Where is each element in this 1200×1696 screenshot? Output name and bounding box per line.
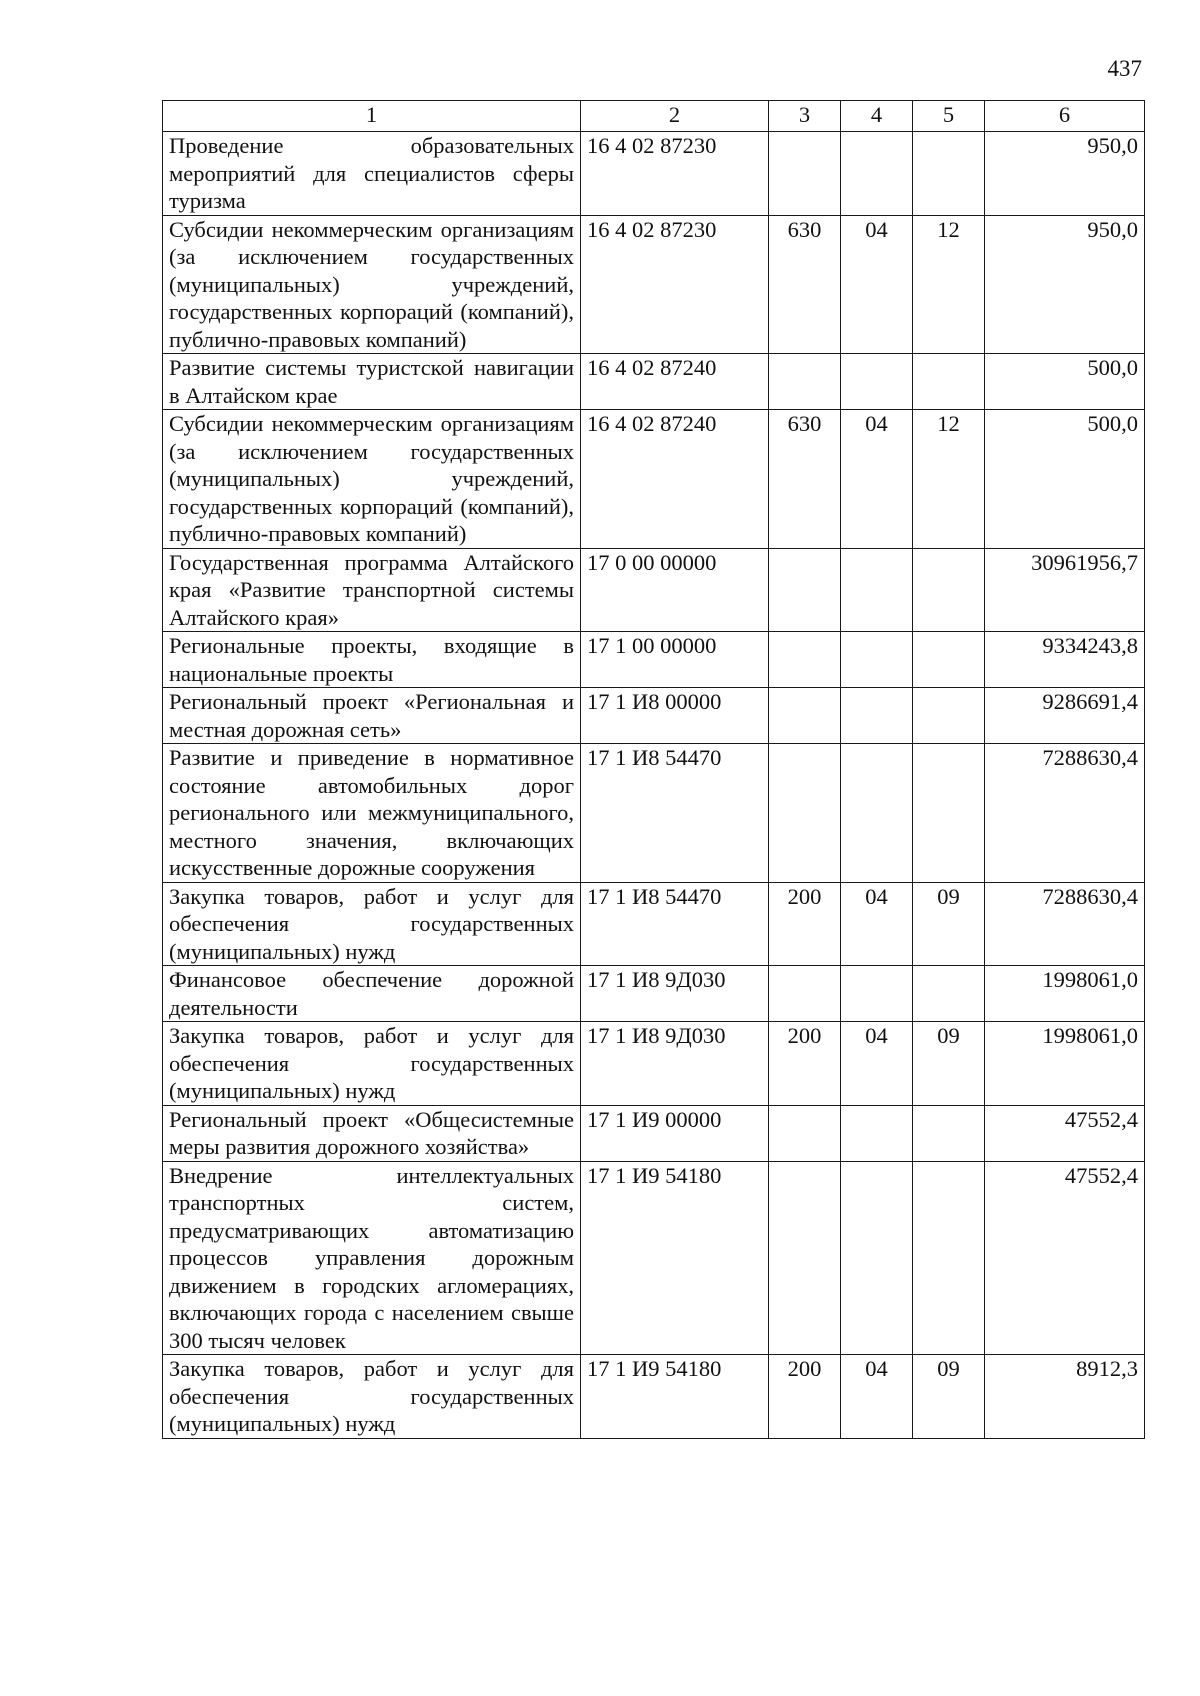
row-name-cell: Субсидии некоммерческим организациям (за исключением государственных (муниципальных) учреждений, государственных корпораций (компаний), публично-правовых компаний) bbox=[163, 215, 581, 354]
header-col-3: 3 bbox=[769, 101, 841, 132]
row-code-cell: 17 1 И8 9Д030 bbox=[581, 1022, 769, 1106]
row-code-cell: 17 1 И9 54180 bbox=[581, 1355, 769, 1439]
row-name-cell: Развитие системы туристской навигации в Алтайском крае bbox=[163, 354, 581, 410]
row-sum-cell: 7288630,4 bbox=[985, 882, 1145, 966]
row-code-cell: 16 4 02 87240 bbox=[581, 410, 769, 549]
row-code-cell: 17 1 И8 9Д030 bbox=[581, 966, 769, 1022]
row-col3-cell: 200 bbox=[769, 1022, 841, 1106]
table-row bbox=[163, 1355, 1145, 1439]
table-row bbox=[163, 354, 1145, 410]
row-sum-cell: 9334243,8 bbox=[985, 632, 1145, 688]
row-code-cell: 17 1 И8 54470 bbox=[581, 882, 769, 966]
row-col4-cell bbox=[841, 1161, 913, 1355]
row-col3-cell bbox=[769, 632, 841, 688]
row-code-cell: 16 4 02 87240 bbox=[581, 354, 769, 410]
row-code-cell: 17 1 00 00000 bbox=[581, 632, 769, 688]
row-code-cell: 16 4 02 87230 bbox=[581, 132, 769, 216]
header-col-5: 5 bbox=[913, 101, 985, 132]
row-col3-cell: 630 bbox=[769, 215, 841, 354]
row-col4-cell: 04 bbox=[841, 410, 913, 549]
row-col5-cell: 09 bbox=[913, 1355, 985, 1439]
row-name-cell: Государственная программа Алтайского края «Развитие транспортной системы Алтайского края» bbox=[163, 548, 581, 632]
row-col5-cell: 12 bbox=[913, 215, 985, 354]
row-col4-cell bbox=[841, 744, 913, 883]
row-col3-cell bbox=[769, 132, 841, 216]
row-sum-cell: 9286691,4 bbox=[985, 688, 1145, 744]
row-sum-cell: 500,0 bbox=[985, 410, 1145, 549]
row-col5-cell bbox=[913, 688, 985, 744]
table-row bbox=[163, 215, 1145, 354]
row-sum-cell: 7288630,4 bbox=[985, 744, 1145, 883]
row-col3-cell bbox=[769, 688, 841, 744]
row-sum-cell: 47552,4 bbox=[985, 1105, 1145, 1161]
row-col3-cell bbox=[769, 1161, 841, 1355]
row-sum-cell: 8912,3 bbox=[985, 1355, 1145, 1439]
row-col3-cell bbox=[769, 966, 841, 1022]
table-row bbox=[163, 132, 1145, 216]
row-col3-cell bbox=[769, 354, 841, 410]
header-col-6: 6 bbox=[985, 101, 1145, 132]
row-sum-cell: 1998061,0 bbox=[985, 1022, 1145, 1106]
row-col5-cell bbox=[913, 1161, 985, 1355]
header-row bbox=[163, 101, 1145, 132]
row-code-cell: 16 4 02 87230 bbox=[581, 215, 769, 354]
page-number: 437 bbox=[1107, 56, 1142, 81]
table-row bbox=[163, 744, 1145, 883]
row-code-cell: 17 0 00 00000 bbox=[581, 548, 769, 632]
row-col3-cell: 200 bbox=[769, 1355, 841, 1439]
table-row bbox=[163, 548, 1145, 632]
budget-table bbox=[162, 100, 1145, 1439]
row-name-cell: Проведение образовательных мероприятий для специалистов сферы туризма bbox=[163, 132, 581, 216]
row-col4-cell bbox=[841, 632, 913, 688]
row-col4-cell bbox=[841, 688, 913, 744]
header-col-4: 4 bbox=[841, 101, 913, 132]
row-col5-cell bbox=[913, 1105, 985, 1161]
row-col5-cell bbox=[913, 966, 985, 1022]
row-col5-cell bbox=[913, 548, 985, 632]
header-col-1: 1 bbox=[163, 101, 581, 132]
row-name-cell: Внедрение интеллектуальных транспортных систем, предусматривающих автоматизацию процессов управления дорожным движением в городских агломерациях, включающих города с населением свыше 300 тысяч человек bbox=[163, 1161, 581, 1355]
row-col3-cell: 200 bbox=[769, 882, 841, 966]
row-name-cell: Региональный проект «Общесистемные меры развития дорожного хозяйства» bbox=[163, 1105, 581, 1161]
table-row bbox=[163, 1022, 1145, 1106]
table-body bbox=[163, 132, 1145, 1439]
row-code-cell: 17 1 И9 54180 bbox=[581, 1161, 769, 1355]
row-code-cell: 17 1 И8 54470 bbox=[581, 744, 769, 883]
table-row bbox=[163, 632, 1145, 688]
row-code-cell: 17 1 И9 00000 bbox=[581, 1105, 769, 1161]
row-col5-cell: 09 bbox=[913, 1022, 985, 1106]
row-col4-cell bbox=[841, 548, 913, 632]
table-row bbox=[163, 1105, 1145, 1161]
row-sum-cell: 500,0 bbox=[985, 354, 1145, 410]
row-col5-cell bbox=[913, 744, 985, 883]
row-sum-cell: 950,0 bbox=[985, 132, 1145, 216]
row-col3-cell bbox=[769, 548, 841, 632]
row-col4-cell: 04 bbox=[841, 882, 913, 966]
row-col5-cell bbox=[913, 132, 985, 216]
row-col3-cell bbox=[769, 1105, 841, 1161]
row-sum-cell: 47552,4 bbox=[985, 1161, 1145, 1355]
row-col3-cell: 630 bbox=[769, 410, 841, 549]
row-sum-cell: 1998061,0 bbox=[985, 966, 1145, 1022]
table-row bbox=[163, 966, 1145, 1022]
row-name-cell: Субсидии некоммерческим организациям (за исключением государственных (муниципальных) учреждений, государственных корпораций (компаний), публично-правовых компаний) bbox=[163, 410, 581, 549]
table-row bbox=[163, 1161, 1145, 1355]
row-col4-cell: 04 bbox=[841, 1355, 913, 1439]
row-name-cell: Финансовое обеспечение дорожной деятельности bbox=[163, 966, 581, 1022]
row-sum-cell: 30961956,7 bbox=[985, 548, 1145, 632]
row-sum-cell: 950,0 bbox=[985, 215, 1145, 354]
row-name-cell: Закупка товаров, работ и услуг для обеспечения государственных (муниципальных) нужд bbox=[163, 1022, 581, 1106]
row-col3-cell bbox=[769, 744, 841, 883]
row-code-cell: 17 1 И8 00000 bbox=[581, 688, 769, 744]
row-col5-cell: 12 bbox=[913, 410, 985, 549]
row-col5-cell: 09 bbox=[913, 882, 985, 966]
row-col4-cell bbox=[841, 966, 913, 1022]
row-name-cell: Региональный проект «Региональная и местная дорожная сеть» bbox=[163, 688, 581, 744]
row-col5-cell bbox=[913, 354, 985, 410]
row-name-cell: Развитие и приведение в нормативное состояние автомобильных дорог регионального или межмуниципального, местного значения, включающих искусственные дорожные сооружения bbox=[163, 744, 581, 883]
row-name-cell: Региональные проекты, входящие в национальные проекты bbox=[163, 632, 581, 688]
row-col4-cell bbox=[841, 132, 913, 216]
table-row bbox=[163, 882, 1145, 966]
table-row bbox=[163, 688, 1145, 744]
header-col-2: 2 bbox=[581, 101, 769, 132]
row-name-cell: Закупка товаров, работ и услуг для обеспечения государственных (муниципальных) нужд bbox=[163, 882, 581, 966]
table-row bbox=[163, 410, 1145, 549]
row-col4-cell: 04 bbox=[841, 1022, 913, 1106]
row-col4-cell bbox=[841, 354, 913, 410]
row-col4-cell: 04 bbox=[841, 215, 913, 354]
row-col5-cell bbox=[913, 632, 985, 688]
row-name-cell: Закупка товаров, работ и услуг для обеспечения государственных (муниципальных) нужд bbox=[163, 1355, 581, 1439]
row-col4-cell bbox=[841, 1105, 913, 1161]
